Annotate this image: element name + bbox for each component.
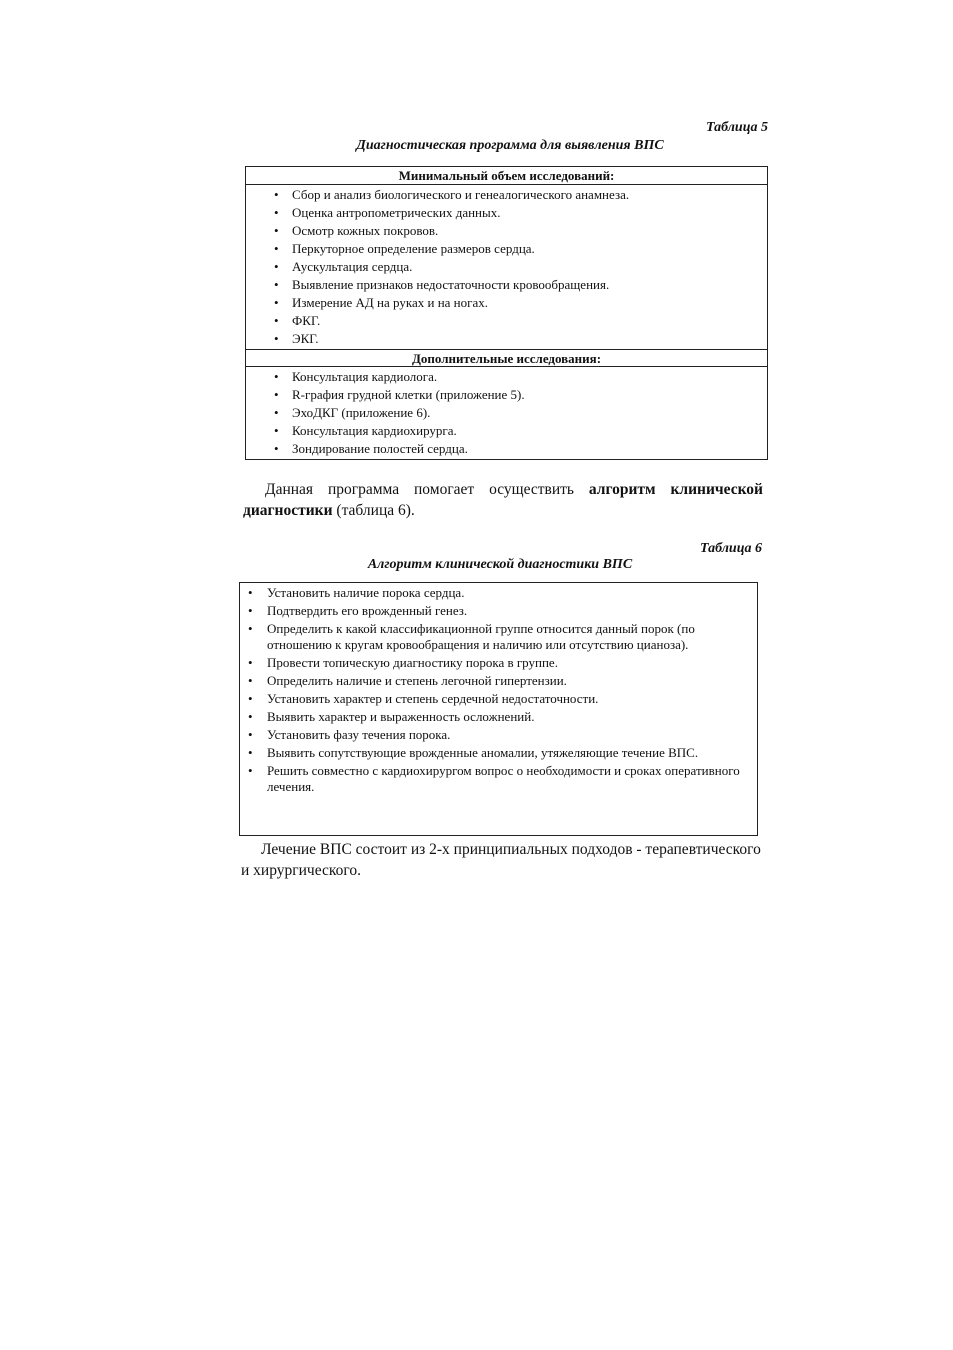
bullet-icon: • <box>248 691 253 706</box>
bullet-icon: • <box>248 745 253 760</box>
table6-label: Таблица 6 <box>700 541 762 556</box>
table6-item <box>240 585 757 601</box>
table5-minimal-item <box>246 276 767 294</box>
paragraph-algorithm-bold: алгоритм клинической диагностики <box>243 481 763 519</box>
paragraph-treatment: Лечение ВПС состоит из 2-х принципиальных подходов - терапевтического и хирургического. <box>241 841 761 879</box>
table6-item <box>240 655 757 671</box>
table5-minimal-item-text: Выявление признаков недостаточности кровообращения. <box>292 277 610 292</box>
table5-additional-item <box>246 368 767 386</box>
bullet-icon: • <box>274 205 279 220</box>
table5-additional-list <box>246 367 767 458</box>
table5-box <box>245 166 768 460</box>
table6-item-text: Выявить характер и выраженность осложнений. <box>267 709 535 724</box>
table5-additional-item <box>246 386 767 404</box>
paragraph-algorithm <box>243 479 763 521</box>
table6-item-text: Установить фазу течения порока. <box>267 727 451 742</box>
table5-additional-header: Дополнительные исследования: <box>246 349 767 367</box>
table5-minimal-header: Минимальный объем исследований: <box>246 167 767 185</box>
table6-item-text: Подтвердить его врожденный генез. <box>267 603 468 618</box>
table5-minimal-item-text: Аускультация сердца. <box>292 259 413 274</box>
bullet-icon: • <box>248 603 253 618</box>
table5-minimal-item-text: ФКГ. <box>292 313 321 328</box>
table6-item <box>240 763 757 795</box>
bullet-icon: • <box>274 187 279 202</box>
bullet-icon: • <box>248 655 253 670</box>
table5-additional-item-text: Зондирование полостей сердца. <box>292 441 468 456</box>
bullet-icon: • <box>274 331 279 346</box>
table6-item <box>240 621 757 653</box>
table6-item-text: Установить характер и степень сердечной недостаточности. <box>267 691 599 706</box>
bullet-icon: • <box>248 709 253 724</box>
paragraph-algorithm-end: (таблица 6). <box>332 502 415 519</box>
table6-title: Алгоритм клинической диагностики ВПС <box>367 557 633 572</box>
table5-additional-item <box>246 404 767 422</box>
bullet-icon: • <box>274 223 279 238</box>
table6-item <box>240 691 757 707</box>
bullet-icon: • <box>248 621 253 636</box>
bullet-icon: • <box>274 241 279 256</box>
table5-additional-item <box>246 440 767 458</box>
table5-minimal-item-text: Осмотр кожных покровов. <box>292 223 439 238</box>
table6-item <box>240 673 757 689</box>
table6-item-text: Провести топическую диагностику порока в группе. <box>267 655 558 670</box>
bullet-icon: • <box>274 441 279 456</box>
table5-minimal-item <box>246 312 767 330</box>
bullet-icon: • <box>274 277 279 292</box>
table5-minimal-item-text: Оценка антропометрических данных. <box>292 205 501 220</box>
bullet-icon: • <box>248 585 253 600</box>
table5-label: Таблица 5 <box>706 120 768 135</box>
table5-minimal-item-text: ЭКГ. <box>292 331 319 346</box>
table5-minimal-item-text: Перкуторное определение размеров сердца. <box>292 241 535 256</box>
table5-minimal-item <box>246 186 767 204</box>
table6-item-text: Выявить сопутствующие врожденные аномалии, утяжеляющие течение ВПС. <box>267 745 699 760</box>
bullet-icon: • <box>274 387 279 402</box>
bullet-icon: • <box>248 673 253 688</box>
table6-item-text: Определить наличие и степень легочной гипертензии. <box>267 673 567 688</box>
table5-minimal-item <box>246 240 767 258</box>
table6-item <box>240 603 757 619</box>
paragraph-algorithm-start: Данная программа помогает осуществить <box>265 481 589 498</box>
bullet-icon: • <box>248 727 253 742</box>
bullet-icon: • <box>274 423 279 438</box>
table5-minimal-item <box>246 330 767 348</box>
table6-item-text: Определить к какой классификационной группе относится данный порок (по отношению к кругам кровообращения и наличию или отсутствию цианоза). <box>267 621 695 652</box>
bullet-icon: • <box>274 259 279 274</box>
table6-item <box>240 727 757 743</box>
bullet-icon: • <box>248 763 253 778</box>
table6-item-text: Установить наличие порока сердца. <box>267 585 465 600</box>
table6-item-text: Решить совместно с кардиохирургом вопрос о необходимости и сроках оперативного лечения. <box>267 763 740 794</box>
table5-minimal-item <box>246 204 767 222</box>
table5-additional-item-text: ЭхоДКГ (приложение 6). <box>292 405 431 420</box>
bullet-icon: • <box>274 295 279 310</box>
table5-additional-item-text: Консультация кардиохирурга. <box>292 423 457 438</box>
bullet-icon: • <box>274 313 279 328</box>
table6-box <box>239 582 758 836</box>
table5-minimal-item <box>246 222 767 240</box>
table5-minimal-item <box>246 294 767 312</box>
table5-minimal-item <box>246 258 767 276</box>
table6-list <box>240 585 757 795</box>
table6-item <box>240 709 757 725</box>
bullet-icon: • <box>274 405 279 420</box>
table5-additional-item-text: R-графия грудной клетки (приложение 5). <box>292 387 525 402</box>
table5-additional-item <box>246 422 767 440</box>
table5-minimal-item-text: Измерение АД на руках и на ногах. <box>292 295 488 310</box>
table5-title: Диагностическая программа для выявления ВПС <box>356 138 664 153</box>
table5-minimal-list <box>246 185 767 348</box>
table6-item <box>240 745 757 761</box>
table5-minimal-item-text: Сбор и анализ биологического и генеалогического анамнеза. <box>292 187 630 202</box>
bullet-icon: • <box>274 369 279 384</box>
table5-additional-item-text: Консультация кардиолога. <box>292 369 438 384</box>
